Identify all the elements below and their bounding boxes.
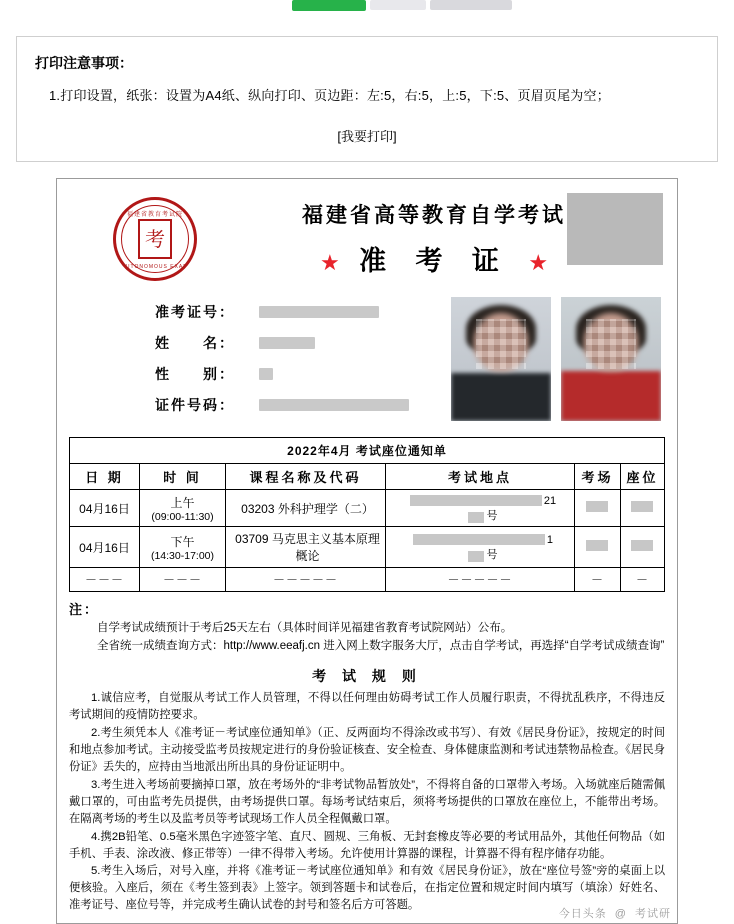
column-header-date: 日 期 [70, 464, 140, 490]
cell-place [386, 490, 575, 527]
field-row-ticket-number [155, 303, 451, 321]
print-notice-panel [16, 36, 718, 162]
ticket-header [69, 189, 665, 281]
cell-time-label: 上午 [170, 495, 195, 510]
cell-date: 04月16日 [70, 527, 140, 568]
redacted-value-id-number [259, 399, 409, 411]
candidate-photos [451, 297, 665, 421]
redacted-place-line-1 [413, 534, 545, 545]
cell-time [140, 490, 226, 527]
cell-course: －－－－－ [226, 568, 386, 592]
cell-place-tail: 21 [543, 495, 557, 507]
candidate-info-area [69, 297, 665, 427]
candidate-photo-1 [451, 297, 551, 421]
seal-top-text: 福建省教育考试院 [126, 212, 183, 218]
redacted-seat-value [631, 540, 653, 551]
field-row-gender [155, 365, 451, 383]
field-row-id-number [155, 396, 451, 414]
watermark [559, 905, 671, 921]
table-row [70, 490, 665, 527]
redacted-room-value [586, 540, 608, 551]
top-strip-grey-blob-1 [370, 0, 426, 10]
rule-item-2: 2.考生须凭本人《准考证－考试座位通知单》（正、反两面均不得涂改或书写）、有效《居民身份证》，按规定的时间和地点参加考试。主动接受监考员按规定进行的身份验证核查、安全检查、身体健康监测和考试违禁物品检查。《居民身份证》丢失的，应持由当地派出所出具的身份证证明中。 [69, 726, 665, 773]
issuing-organization: 福建省高等教育自学考试 [302, 203, 566, 227]
column-header-seat: 座位 [620, 464, 664, 490]
cell-place [386, 527, 575, 568]
redacted-value-name [259, 337, 315, 349]
cell-course: 03709 马克思主义基本原理概论 [226, 527, 386, 568]
redacted-seat-value [631, 501, 653, 512]
notes-block [69, 600, 665, 656]
column-header-place: 考试地点 [386, 464, 575, 490]
official-seal-icon [113, 197, 197, 281]
cell-room [574, 490, 620, 527]
cell-date: －－－ [70, 568, 140, 592]
top-strip-grey-blob-2 [430, 0, 512, 10]
seat-table-caption: 2022年4月 考试座位通知单 [70, 438, 665, 464]
seal-center-text: 考 [138, 219, 172, 259]
notes-line-1: 自学考试成绩预计于考后25天左右（具体时间详见福建省教育考试院网站）公布。 [97, 622, 513, 635]
column-header-time: 时 间 [140, 464, 226, 490]
cell-time-range: (14:30-17:00) [150, 549, 215, 562]
table-caption-row [70, 438, 665, 464]
notes-line-2: 全省统一成绩查询方式：http://www.eeafj.cn 进入网上数字服务大厅，点击自学考试，再选择“自学考试成绩查询” [97, 640, 665, 653]
seat-notice-table [69, 437, 665, 592]
cell-time [140, 527, 226, 568]
redacted-room-value [586, 501, 608, 512]
rule-item-3: 3.考生进入考场前要摘掉口罩，放在考场外的“非考试物品暂放处”，不得将自备的口罩带入考场。入场就座后随需佩戴口罩的，可由监考先员提供，由考场提供口罩。每场考试结束后，须将考场提供的口罩放在座位上，不能带出考场。在隔离考场的考生以及监考员等考试现场工作人员全程佩戴口罩。 [69, 778, 665, 825]
cell-place-tail: 1 [546, 534, 554, 547]
redacted-value-ticket-number [259, 306, 379, 318]
rule-item-5: 5.考生入场后，对号入座，并将《准考证－考试座位通知单》和有效《居民身份证》，放在“座位号签”旁的桌面上以便核验。入座后，须在《考生签到表》上签字。领到答题卡和试卷后，在指定位置和规定时间内填写（填涂）好姓名、准考证号、座位号等，并完成考生确认试卷的封号和签名后方可答题。 [69, 865, 665, 912]
field-row-name [155, 334, 451, 352]
field-label-id-number: 证件号码： [155, 397, 235, 413]
star-right-icon: ★ [528, 251, 549, 276]
cell-time-label: 下午 [170, 534, 195, 549]
field-label-gender: 性 别： [155, 366, 235, 382]
table-row [70, 568, 665, 592]
notes-title: 注： [69, 602, 100, 618]
redacted-place-line-1 [410, 495, 542, 506]
top-strip-green-blob [292, 0, 366, 11]
cell-course: 03203 外科护理学（二） [226, 490, 386, 527]
rule-item-1: 1.诚信应考，自觉服从考试工作人员管理，不得以任何理由妨碍考试工作人员履行职责，不得扰乱秩序，不得违反考试期间的疫情防控要求。 [69, 692, 665, 722]
print-button[interactable]: [我要打印] [337, 129, 397, 144]
column-header-course: 课程名称及代码 [226, 464, 386, 490]
cell-time: －－－ [140, 568, 226, 592]
seal-bottom-text: AUTONOMOUS EXAM [121, 264, 189, 270]
redacted-place-line-2 [468, 551, 484, 562]
cell-seat: － [620, 568, 664, 592]
field-label-ticket-number: 准考证号： [155, 304, 235, 320]
cell-room: － [574, 568, 620, 592]
cell-date: 04月16日 [70, 490, 140, 527]
print-notice-line-1: 1.打印设置，纸张：设置为A4纸、纵向打印、页边距：左:5，右:5，上:5，下:5、页眉页尾为空； [49, 88, 610, 103]
redacted-header-region [567, 193, 663, 265]
candidate-fields [69, 297, 451, 427]
cell-place: －－－－－ [386, 568, 575, 592]
admission-ticket-sheet [56, 178, 678, 924]
cell-place-tail-2: 号 [486, 549, 498, 562]
rules-block [69, 690, 665, 914]
rules-title: 考 试 规 则 [312, 668, 422, 685]
cell-time-range: (09:00-11:30) [151, 510, 214, 523]
watermark-account: 考试研 [635, 908, 671, 921]
print-link-container [35, 126, 699, 145]
redacted-value-gender [259, 368, 273, 380]
watermark-prefix: 今日头条 [558, 908, 607, 921]
redacted-place-line-2 [468, 512, 484, 523]
star-left-icon: ★ [319, 251, 340, 276]
rule-item-4: 4.携2B铅笔、0.5毫米黑色字迹签字笔、直尺、圆规、三角板、无封套橡皮等必要的考试用品外，其他任何物品（如手机、手表、涂改液、修正带等）一律不得带入考场。允许使用计算器的课程，计算器不得有程序储存功能。 [69, 830, 665, 860]
field-label-name: 姓 名： [155, 335, 235, 351]
column-header-room: 考场 [574, 464, 620, 490]
cell-seat [620, 527, 664, 568]
cell-seat [620, 490, 664, 527]
browser-top-strip [0, 0, 734, 22]
cell-place-tail-2: 号 [486, 510, 498, 522]
cell-room [574, 527, 620, 568]
document-title-text: 准 考 证 [359, 246, 509, 277]
candidate-photo-2 [561, 297, 661, 421]
print-notice-title: 打印注意事项： [35, 55, 133, 71]
watermark-at-icon: @ [614, 908, 627, 921]
table-row [70, 527, 665, 568]
table-header-row [70, 464, 665, 490]
